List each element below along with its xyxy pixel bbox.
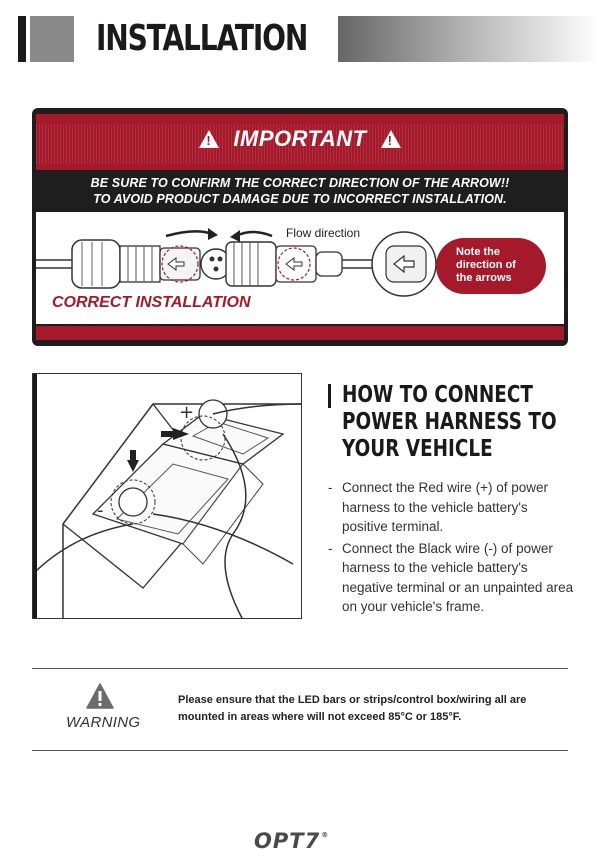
list-item: - Connect the Red wire (+) of power harness to the vehicle battery's positive terminal. — [328, 478, 576, 537]
section-accent-bar — [328, 384, 331, 408]
connector-diagram-panel — [36, 212, 564, 324]
divider — [32, 750, 568, 751]
flow-direction-label: Flow direction — [286, 226, 361, 240]
battery-diagram — [33, 374, 302, 619]
page-title: INSTALLATION — [96, 18, 308, 59]
important-header — [36, 114, 564, 170]
header-gray-block — [30, 16, 74, 62]
important-title-text: IMPORTANT — [233, 126, 367, 151]
battery-illustration — [32, 373, 302, 619]
warning-triangle-icon — [86, 683, 114, 709]
header-accent-bar — [18, 16, 26, 62]
connect-heading: HOW TO CONNECT POWER HARNESS TO YOUR VEHICLE — [342, 382, 557, 462]
important-title — [36, 126, 564, 152]
note-direction-callout: Note the direction of the arrows — [436, 238, 546, 294]
divider — [32, 668, 568, 669]
svg-text:+: + — [179, 402, 195, 423]
correct-installation-label: CORRECT INSTALLATION — [52, 294, 251, 311]
svg-text:-: - — [97, 500, 104, 521]
important-line-2: TO AVOID PRODUCT DAMAGE DUE TO INCORRECT INSTALLATION. — [93, 192, 507, 206]
connect-steps-list — [328, 478, 576, 619]
warning-triangle-icon — [199, 130, 219, 148]
warning-label: WARNING — [66, 714, 141, 731]
header-gradient-bar — [338, 16, 600, 62]
important-line-1: BE SURE TO CONFIRM THE CORRECT DIRECTION OF THE ARROW!! — [90, 176, 510, 190]
list-item: - Connect the Black wire (-) of power harness to the vehicle battery's negative terminal or an unpainted area on your vehicle's frame. — [328, 539, 576, 617]
important-footer-band — [36, 326, 564, 340]
warning-text: Please ensure that the LED bars or strips/control box/wiring all are mounted in areas where will not exceed 85°C or 185°F. — [178, 694, 527, 723]
brand-logo: OPT7® — [254, 829, 330, 853]
important-notice — [32, 108, 568, 346]
warning-triangle-icon — [381, 130, 401, 148]
